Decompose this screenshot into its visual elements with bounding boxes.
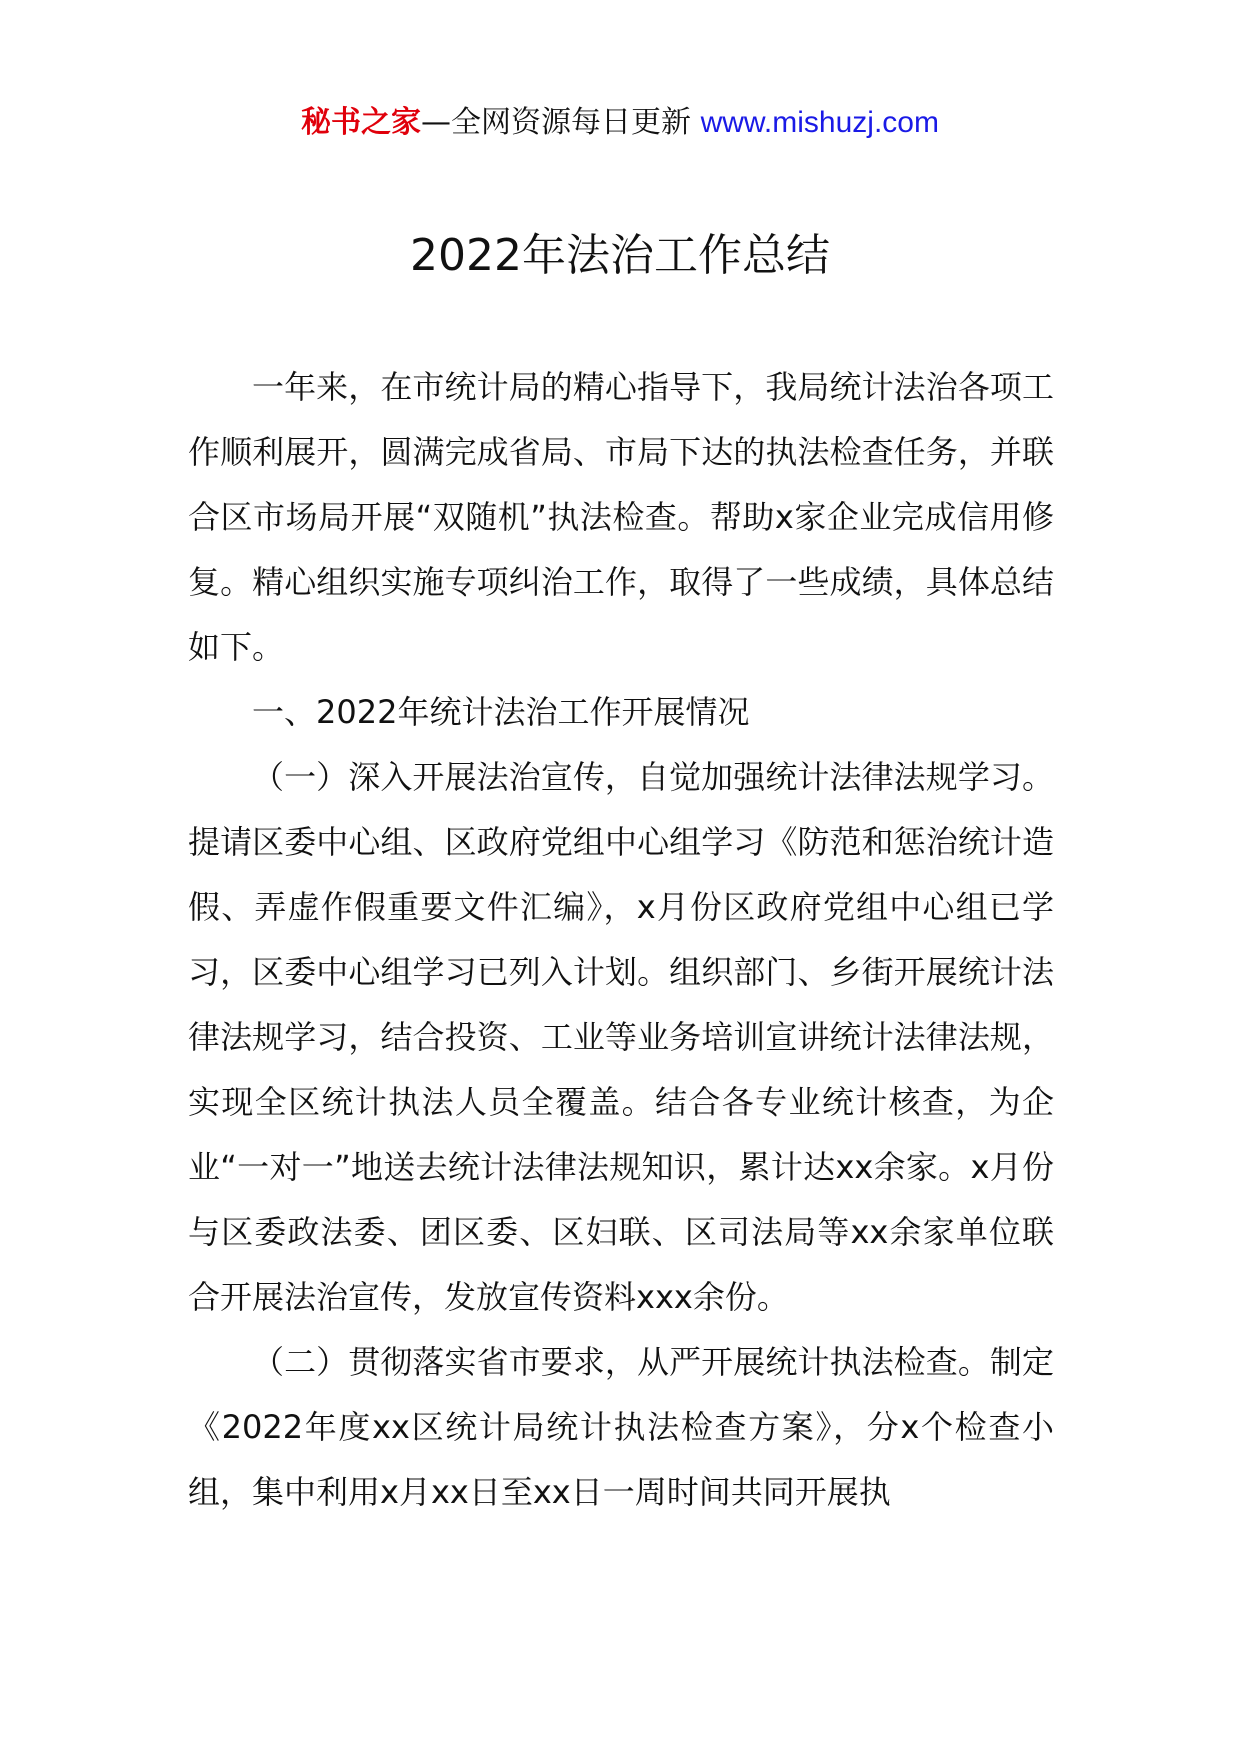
section-heading: 一、2022年统计法治工作开展情况 [252, 693, 750, 731]
site-banner [0, 100, 1240, 146]
brand-name: 秘书之家 [301, 105, 422, 140]
subsection-paragraph-1: （一）深入开展法治宣传，自觉加强统计法律法规学习。提请区委中心组、区政府党组中心组学习《防范和惩治统计造假、弄虚作假重要文件汇编》，x月份区政府党组中心组已学习，区委中心组学习已列入计划。组织部门、乡街开展统计法律法规学习，结合投资、工业等业务培训宣讲统计法律法规，实现全区统计执法人员全覆盖。结合各专业统计核查，为企业“一对一”地送去统计法律法规知识，累计达xx余家。x月份与区委政法委、团区委、区妇联、区司法局等xx余家单位联合开展法治宣传，发放宣传资料xxx余份。 [188, 758, 1054, 1316]
site-url-link[interactable]: www.mishuzj.com [700, 106, 939, 139]
document-body [188, 355, 1054, 1525]
document-title: 2022年法治工作总结 [410, 230, 830, 281]
subsection-paragraph-2: （二）贯彻落实省市要求，从严开展统计执法检查。制定《2022年度xx区统计局统计执法检查方案》，分x个检查小组，集中利用x月xx日至xx日一周时间共同开展执 [188, 1343, 1054, 1511]
intro-paragraph: 一年来，在市统计局的精心指导下，我局统计法治各项工作顺利展开，圆满完成省局、市局下达的执法检查任务，并联合区市场局开展“双随机”执法检查。帮助x家企业完成信用修复。精心组织实施专项纠治工作，取得了一些成绩，具体总结如下。 [188, 368, 1054, 666]
banner-slogan: —全网资源每日更新 [421, 105, 701, 140]
